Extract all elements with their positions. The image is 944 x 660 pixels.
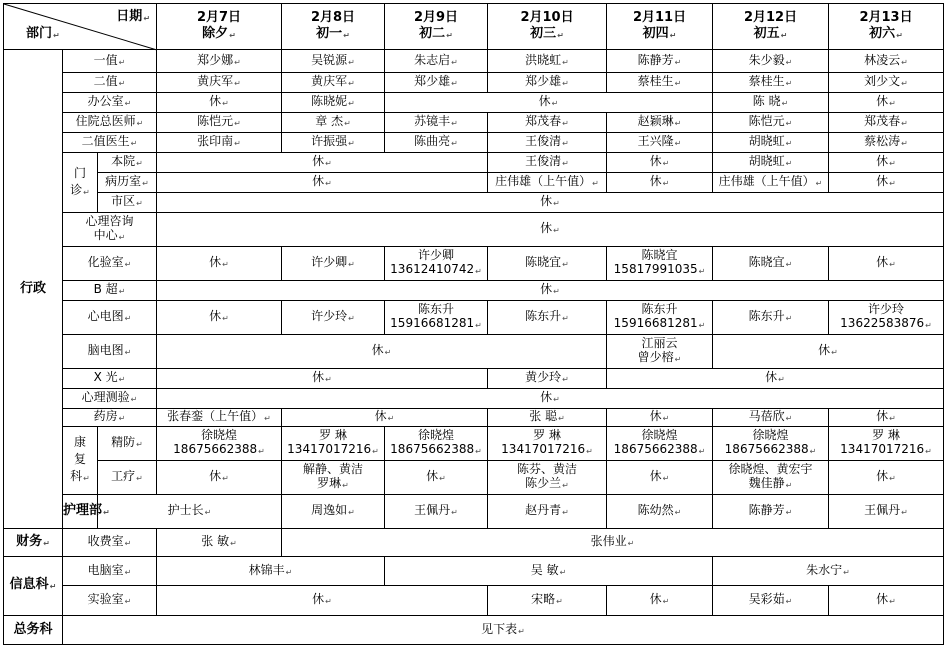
cell: 王佩丹 ↵: [829, 495, 944, 529]
cell: 休 ↵: [157, 281, 944, 301]
cell: 休 ↵: [157, 173, 488, 193]
cell: 洪晓虹 ↵: [488, 50, 607, 73]
cell: 陈幼然 ↵: [607, 495, 713, 529]
cell: 朱志启 ↵: [385, 50, 488, 73]
cell: 休 ↵: [607, 173, 713, 193]
row-label: 工疗 ↵: [98, 461, 157, 495]
cell: 吴锐源 ↵: [282, 50, 385, 73]
cell: 罗 琳 13417017216 ↵: [282, 427, 385, 461]
cell: 江丽云 曾少榕 ↵: [607, 335, 713, 369]
cell: 休 ↵: [385, 461, 488, 495]
group-finance: 财务 ↵: [4, 529, 63, 557]
cell: 休 ↵: [829, 586, 944, 616]
cell: 陈静芳 ↵: [713, 495, 829, 529]
date-header: 2月13日 初六 ↵: [829, 4, 944, 50]
cell: 张伟业 ↵: [282, 529, 944, 557]
row-label: 住院总医师 ↵: [63, 113, 157, 133]
cell: 陈静芳 ↵: [607, 50, 713, 73]
cell: 徐晓煌 18675662388 ↵: [385, 427, 488, 461]
cell: 陈东升 ↵: [713, 301, 829, 335]
row-label: 二值医生 ↵: [63, 133, 157, 153]
cell: 休 ↵: [829, 461, 944, 495]
row-records-room: [4, 173, 944, 193]
cell: 休 ↵: [157, 93, 282, 113]
cell: 陈恺元 ↵: [157, 113, 282, 133]
cell: 林凌云 ↵: [829, 50, 944, 73]
cell: 陈晓妮 ↵: [282, 93, 385, 113]
cell: 赵丹青 ↵: [488, 495, 607, 529]
cell: 庄伟雄（上午值） ↵: [488, 173, 607, 193]
cell: 张春銮（上午值） ↵: [157, 409, 282, 427]
cell: 章 杰 ↵: [282, 113, 385, 133]
row-lab-room: [4, 586, 944, 616]
cell: 陈恺元 ↵: [713, 113, 829, 133]
row-cashier: [4, 529, 944, 557]
date-header: 2月9日 初二 ↵: [385, 4, 488, 50]
cell: 陈东升 15916681281 ↵: [385, 301, 488, 335]
cell: 陈晓宜 ↵: [488, 247, 607, 281]
row-pharmacy: [4, 409, 944, 427]
row-label: 二值 ↵: [63, 73, 157, 93]
cell: 朱水宁 ↵: [713, 557, 944, 586]
cell: 解静、黄洁 罗琳 ↵: [282, 461, 385, 495]
cell: 郑茂春 ↵: [829, 113, 944, 133]
cell: 周逸如 ↵: [282, 495, 385, 529]
cell: 休 ↵: [713, 335, 944, 369]
row-label: B 超 ↵: [63, 281, 157, 301]
row-label: 药房 ↵: [63, 409, 157, 427]
header-row: [4, 4, 944, 50]
cell: 郑少雄 ↵: [488, 73, 607, 93]
row-general-affairs: [4, 616, 944, 645]
row-label: 收费室 ↵: [63, 529, 157, 557]
cell: 徐晓煌 18675662388 ↵: [607, 427, 713, 461]
row-label: 心理咨询 中心 ↵: [63, 213, 157, 247]
header-corner: [4, 4, 157, 50]
cell: 郑茂春 ↵: [488, 113, 607, 133]
cell: 休 ↵: [157, 301, 282, 335]
cell: 王俊清 ↵: [488, 133, 607, 153]
cell: 蔡桂生 ↵: [713, 73, 829, 93]
cell: 吴彩茹 ↵: [713, 586, 829, 616]
cell: 王兴隆 ↵: [607, 133, 713, 153]
cell: 张 敏 ↵: [157, 529, 282, 557]
cell: 休 ↵: [157, 461, 282, 495]
cell: 休 ↵: [157, 335, 607, 369]
row-office: [4, 93, 944, 113]
row-label: 办公室 ↵: [63, 93, 157, 113]
cell: 黄庆军 ↵: [282, 73, 385, 93]
cell: 休 ↵: [282, 409, 488, 427]
cell: 许振强 ↵: [282, 133, 385, 153]
row-label: 实验室 ↵: [63, 586, 157, 616]
cell: 休 ↵: [607, 409, 713, 427]
row-lab: [4, 247, 944, 281]
cell: 黄少玲 ↵: [488, 369, 607, 389]
cell: 许少卿 13612410742 ↵: [385, 247, 488, 281]
row-label: 一值 ↵: [63, 50, 157, 73]
cell: 休 ↵: [607, 153, 713, 173]
group-info: 信息科 ↵: [4, 557, 63, 616]
row-label: 本院 ↵: [98, 153, 157, 173]
cell: 罗 琳 13417017216 ↵: [488, 427, 607, 461]
cell: 郑少娜 ↵: [157, 50, 282, 73]
group-nursing: 护理部 ↵: [63, 495, 98, 529]
cell: 休 ↵: [157, 369, 488, 389]
cell: 苏镜丰 ↵: [385, 113, 488, 133]
cell: 陈晓宜 15817991035 ↵: [607, 247, 713, 281]
cell: 郑少雄 ↵: [385, 73, 488, 93]
row-label: 病历室 ↵: [98, 173, 157, 193]
cell: 罗 琳 13417017216 ↵: [829, 427, 944, 461]
group-outpatient: 门 诊 ↵: [63, 153, 98, 213]
cell: 林锦丰 ↵: [157, 557, 385, 586]
cell: 许少卿 ↵: [282, 247, 385, 281]
row-label: X 光 ↵: [63, 369, 157, 389]
cell: 休 ↵: [607, 586, 713, 616]
cell: 陈 晓 ↵: [713, 93, 829, 113]
cell: 陈晓宜 ↵: [713, 247, 829, 281]
cell: 休 ↵: [157, 153, 488, 173]
row-computer-room: [4, 557, 944, 586]
cell: 蔡松涛 ↵: [829, 133, 944, 153]
row-label: 心理测验 ↵: [63, 389, 157, 409]
cell: 休 ↵: [829, 409, 944, 427]
row-head-nurse: [4, 495, 944, 529]
row-main-campus: [4, 153, 944, 173]
cell: 休 ↵: [385, 93, 713, 113]
cell: 陈东升 15916681281 ↵: [607, 301, 713, 335]
cell: 陈芬、黄洁 陈少兰 ↵: [488, 461, 607, 495]
cell: 王俊清 ↵: [488, 153, 607, 173]
cell: 休 ↵: [829, 93, 944, 113]
row-label: 精防 ↵: [98, 427, 157, 461]
cell: 休 ↵: [829, 247, 944, 281]
row-occupational-therapy: [4, 461, 944, 495]
cell: 休 ↵: [157, 193, 944, 213]
date-header: 2月7日 除夕 ↵: [157, 4, 282, 50]
cell: 王佩丹 ↵: [385, 495, 488, 529]
cell: 徐晓煌 18675662388 ↵: [713, 427, 829, 461]
cell: 黄庆军 ↵: [157, 73, 282, 93]
cell: 休 ↵: [829, 153, 944, 173]
row-label: 电脑室 ↵: [63, 557, 157, 586]
row-psych-center: [4, 213, 944, 247]
group-admin: 行政: [4, 50, 63, 529]
date-header: 2月8日 初一 ↵: [282, 4, 385, 50]
row-label: 市区 ↵: [98, 193, 157, 213]
date-header: 2月12日 初五 ↵: [713, 4, 829, 50]
cell: 马蓓欣 ↵: [713, 409, 829, 427]
row-chief-resident: [4, 113, 944, 133]
cell: 徐晓煌、黄宏宇 魏佳静 ↵: [713, 461, 829, 495]
cell: 休 ↵: [157, 247, 282, 281]
cell: 蔡桂生 ↵: [607, 73, 713, 93]
cell: 胡晓虹 ↵: [713, 153, 829, 173]
date-header: 2月10日 初三 ↵: [488, 4, 607, 50]
cell: 吴 敏 ↵: [385, 557, 713, 586]
cell: 朱少毅 ↵: [713, 50, 829, 73]
cell: 刘少文 ↵: [829, 73, 944, 93]
cell: 见下表 ↵: [63, 616, 944, 645]
cell: 休 ↵: [157, 389, 944, 409]
cell: 许少玲 13622583876 ↵: [829, 301, 944, 335]
row-city: [4, 193, 944, 213]
cell: 休 ↵: [829, 173, 944, 193]
cell: 张 聪 ↵: [488, 409, 607, 427]
row-psych-test: [4, 389, 944, 409]
cell: 陈曲亮 ↵: [385, 133, 488, 153]
row-xray: [4, 369, 944, 389]
row-label: 脑电图 ↵: [63, 335, 157, 369]
row-eeg: [4, 335, 944, 369]
cell: 休 ↵: [157, 213, 944, 247]
group-rehab: 康 复 科 ↵: [63, 427, 98, 495]
date-header: 2月11日 初四 ↵: [607, 4, 713, 50]
cell: 庄伟雄（上午值） ↵: [713, 173, 829, 193]
row-b-scan: [4, 281, 944, 301]
cell: 休 ↵: [157, 586, 488, 616]
row-label: 化验室 ↵: [63, 247, 157, 281]
row-first-duty: [4, 50, 944, 73]
cell: 徐晓煌 18675662388 ↵: [157, 427, 282, 461]
cell: 宋略 ↵: [488, 586, 607, 616]
cell: 张印南 ↵: [157, 133, 282, 153]
row-mental-prevention: [4, 427, 944, 461]
group-general: 总务科: [4, 616, 63, 645]
cell: 胡晓虹 ↵: [713, 133, 829, 153]
cell: 休 ↵: [607, 461, 713, 495]
row-ecg: [4, 301, 944, 335]
cell: 陈东升 ↵: [488, 301, 607, 335]
row-label: 护士长 ↵: [98, 495, 282, 529]
dept-label: 部门 ↵: [26, 27, 60, 43]
duty-roster-table: [3, 3, 944, 645]
cell: 赵颖琳 ↵: [607, 113, 713, 133]
date-label: 日期 ↵: [116, 10, 150, 26]
cell: 休 ↵: [607, 369, 944, 389]
row-second-doctor: [4, 133, 944, 153]
cell: 许少玲 ↵: [282, 301, 385, 335]
row-label: 心电图 ↵: [63, 301, 157, 335]
row-second-duty: [4, 73, 944, 93]
